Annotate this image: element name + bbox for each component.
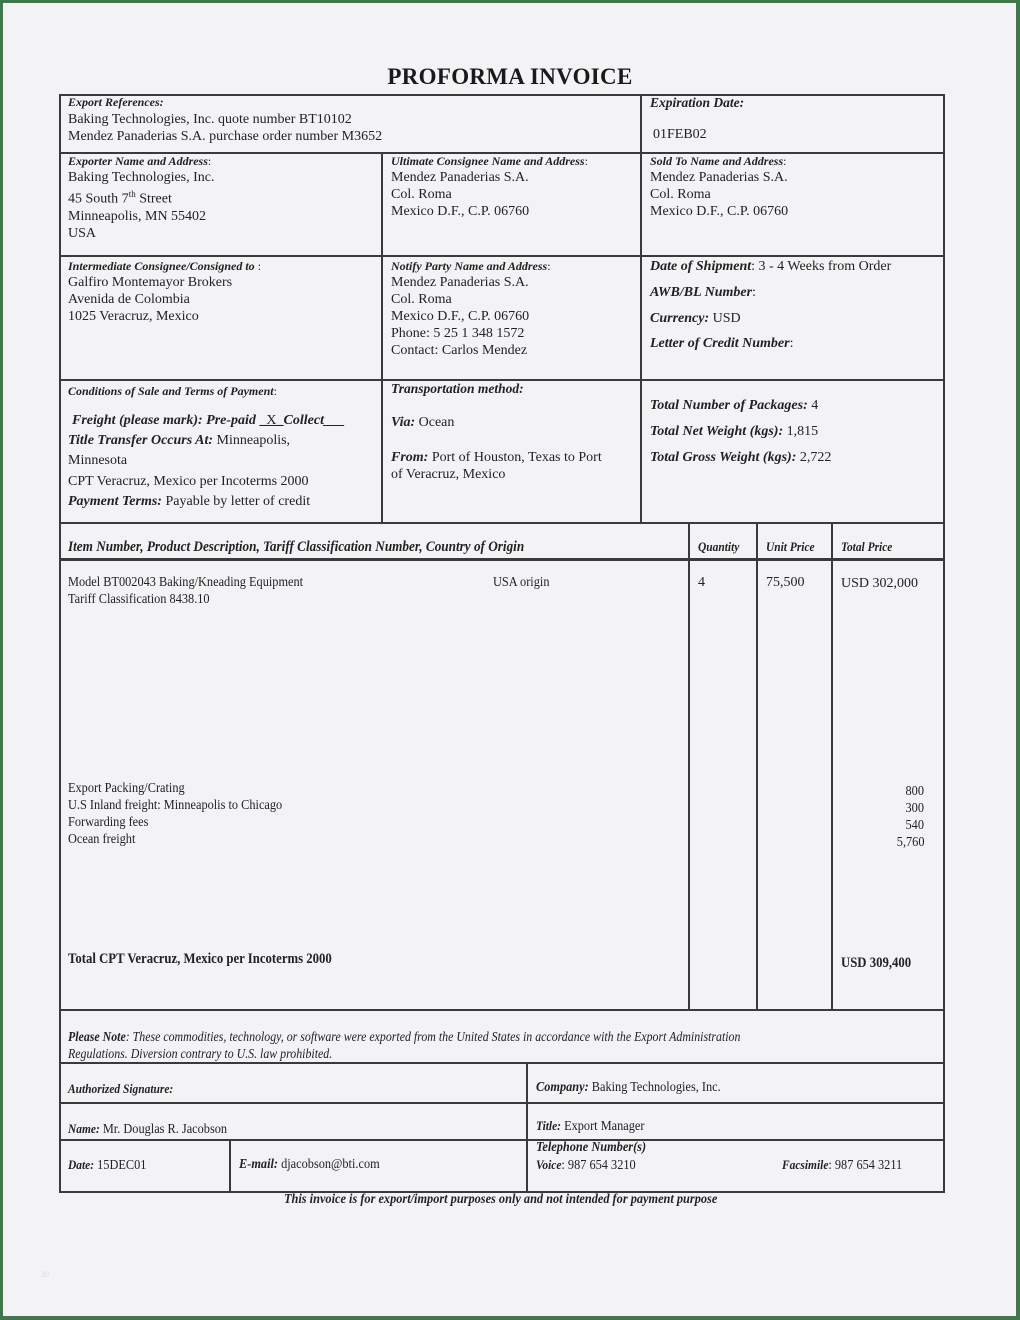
charge-amount: 300 — [905, 801, 924, 816]
intermediate-line: Galfiro Montemayor Brokers — [68, 275, 233, 290]
freight-line — [72, 413, 345, 429]
item-origin: USA origin — [493, 575, 550, 590]
grand-total-label: Total CPT Veracruz, Mexico per Incoterms 2000 — [68, 951, 332, 967]
awb-bl-label: AWB/BL Number — [650, 285, 753, 300]
conditions-section — [68, 384, 345, 510]
export-note — [68, 1028, 832, 1062]
date-field — [68, 1157, 146, 1174]
name-label: Name: — [68, 1121, 100, 1136]
title-field — [536, 1118, 644, 1135]
net-weight-value: 1,815 — [783, 424, 819, 439]
intermediate-consignee-label: Intermediate Consignee/Consigned to — [68, 259, 255, 273]
charge-amount: 800 — [905, 784, 924, 799]
column-header-quantity: Quantity — [698, 539, 740, 554]
sold-to-section — [650, 154, 788, 220]
label-colon: : — [547, 259, 551, 273]
charge-label: Forwarding fees — [68, 815, 149, 830]
sold-to-line: Col. Roma — [650, 187, 711, 202]
payment-terms-label: Payment Terms: — [68, 494, 162, 509]
notify-party-label: Notify Party Name and Address — [391, 259, 548, 273]
charge-amount: 5,760 — [896, 835, 924, 850]
notify-line: Mexico D.F., C.P. 06760 — [391, 309, 530, 324]
item-model: Model BT002043 Baking/Kneading Equipment — [68, 575, 304, 590]
sold-to-label: Sold To Name and Address — [650, 154, 784, 168]
item-unit-price: 75,500 — [766, 575, 805, 590]
name-field — [68, 1121, 227, 1138]
via-value: Ocean — [415, 415, 455, 430]
payment-terms-value: Payable by letter of credit — [161, 494, 311, 509]
email-label: E-mail: — [239, 1157, 279, 1172]
title-transfer-value: Minneapolis, — [213, 433, 291, 448]
label-colon: : — [584, 154, 588, 168]
company-value: Baking Technologies, Inc. — [588, 1080, 721, 1095]
item-tariff: Tariff Classification 8438.10 — [68, 592, 210, 607]
expiration-date-label: Expiration Date: — [650, 95, 745, 110]
transportation-label: Transportation method: — [391, 381, 524, 396]
charge-label: Export Packing/Crating — [68, 781, 185, 796]
title-transfer-label: Title Transfer Occurs At: — [68, 433, 214, 448]
label-colon: : — [273, 384, 277, 398]
grand-total-value: USD 309,400 — [841, 955, 912, 971]
telephone-label-text: Telephone Number(s) — [536, 1140, 647, 1155]
footer-disclaimer: This invoice is for export/import purposes only and not intended for payment purpose — [284, 1192, 718, 1207]
export-references-label: Export References: — [68, 95, 164, 109]
freight-collect: Collect___ — [283, 413, 345, 428]
gross-weight-label: Total Gross Weight (kgs): — [650, 450, 797, 465]
charge-label: U.S Inland freight: Minneapolis to Chicago — [68, 798, 283, 813]
from-label: From: — [391, 450, 429, 465]
ordinal-suffix: th — [128, 189, 136, 199]
item-quantity: 4 — [698, 575, 705, 590]
date-of-shipment-value: : 3 - 4 Weeks from Order — [751, 259, 892, 274]
notify-line: Col. Roma — [391, 292, 452, 307]
note-text: : These commodities, technology, or software were exported from the United States in accordance with the Export Administration — [125, 1029, 741, 1044]
title-transfer-value-cont: Minnesota — [68, 453, 128, 468]
gross-weight-value: 2,722 — [796, 450, 832, 465]
intermediate-consignee-section — [68, 259, 261, 325]
authorized-signature-label: Authorized Signature: — [68, 1081, 174, 1096]
charge-label: Ocean freight — [68, 832, 136, 847]
column-header-total-price: Total Price — [841, 539, 893, 554]
note-text-cont: Regulations. Diversion contrary to U.S. law prohibited. — [68, 1046, 333, 1061]
page-title: PROFORMA INVOICE — [387, 64, 633, 89]
transportation-section — [391, 381, 602, 483]
consignee-line: Mendez Panaderias S.A. — [391, 170, 529, 185]
packages-value: 4 — [807, 398, 819, 413]
packages-label: Total Number of Packages: — [650, 398, 808, 413]
item-total-price: USD 302,000 — [841, 576, 919, 591]
date-label: Date: — [68, 1157, 95, 1172]
conditions-label: Conditions of Sale and Terms of Payment — [68, 384, 274, 398]
exporter-line: USA — [68, 225, 97, 241]
telephone-label — [536, 1140, 646, 1156]
consignee-line: Col. Roma — [391, 187, 452, 202]
fax-value: : 987 654 3211 — [828, 1158, 903, 1173]
intermediate-line: 1025 Veracruz, Mexico — [68, 309, 199, 324]
label-colon: : — [207, 154, 212, 168]
intermediate-line: Avenida de Colombia — [68, 292, 190, 307]
from-value-cont: of Veracruz, Mexico — [391, 467, 506, 482]
freight-prepaid-mark: _X_ — [259, 413, 284, 428]
exporter-line: Baking Technologies, Inc. — [68, 170, 215, 185]
exporter-section — [68, 154, 215, 242]
page-number: 20 — [41, 1270, 49, 1279]
title-label: Title: — [536, 1118, 561, 1133]
letter-of-credit-label: Letter of Credit Number — [650, 336, 790, 351]
note-label: Please Note — [68, 1029, 126, 1044]
ultimate-consignee-section — [391, 154, 588, 220]
voice-value: : 987 654 3210 — [561, 1158, 636, 1173]
awb-bl-value: : — [752, 285, 756, 300]
export-references — [68, 95, 382, 145]
charge-amount: 540 — [905, 818, 924, 833]
net-weight-label: Total Net Weight (kgs): — [650, 424, 784, 439]
fax-field — [782, 1157, 902, 1174]
exporter-label: Exporter Name and Address — [68, 154, 208, 168]
date-value: 15DEC01 — [94, 1158, 147, 1173]
notify-phone: Phone: 5 25 1 348 1572 — [391, 326, 525, 341]
currency-label: Currency: — [650, 311, 710, 326]
via-label: Via: — [391, 415, 416, 430]
cpt-line: CPT Veracruz, Mexico per Incoterms 2000 — [68, 474, 309, 489]
column-header-description: Item Number, Product Description, Tariff Classification Number, Country of Origin — [68, 539, 525, 555]
consignee-line: Mexico D.F., C.P. 06760 — [391, 204, 530, 219]
export-reference-line: Mendez Panaderias S.A. purchase order number M3652 — [68, 129, 383, 144]
email-field — [239, 1157, 380, 1173]
expiration-date-value: 01FEB02 — [653, 127, 707, 142]
street-name: Street — [135, 191, 172, 207]
notify-contact: Contact: Carlos Mendez — [391, 343, 528, 358]
label-colon: : — [254, 259, 262, 273]
authorized-signature — [68, 1081, 173, 1097]
notify-line: Mendez Panaderias S.A. — [391, 275, 529, 290]
freight-label: Freight (please mark): Pre-paid — [72, 413, 260, 428]
street-number: 45 South 7 — [68, 191, 129, 207]
company-label: Company: — [536, 1080, 589, 1095]
notify-party-section — [391, 259, 551, 359]
exporter-street — [68, 186, 215, 208]
export-reference-line: Baking Technologies, Inc. quote number BT10102 — [68, 112, 352, 127]
from-value: Port of Houston, Texas to Port — [428, 450, 602, 465]
sold-to-line: Mendez Panaderias S.A. — [650, 170, 788, 185]
expiration-date — [650, 95, 744, 143]
sold-to-line: Mexico D.F., C.P. 06760 — [650, 204, 789, 219]
currency-value: USD — [709, 311, 741, 326]
ultimate-consignee-label: Ultimate Consignee Name and Address — [391, 154, 585, 168]
title-value: Export Manager — [560, 1119, 645, 1134]
voice-label: Voice — [536, 1157, 562, 1172]
totals-box — [650, 397, 831, 466]
date-of-shipment-label: Date of Shipment — [650, 259, 752, 274]
column-header-unit-price: Unit Price — [766, 539, 815, 554]
fax-label: Facsimile — [782, 1157, 829, 1172]
voice-field — [536, 1157, 636, 1174]
exporter-line: Minneapolis, MN 55402 — [68, 208, 207, 224]
label-colon: : — [783, 154, 787, 168]
company-field — [536, 1080, 721, 1096]
letter-of-credit-value: : — [789, 336, 794, 351]
email-value: djacobson@bti.com — [278, 1157, 380, 1172]
name-value: Mr. Douglas R. Jacobson — [99, 1122, 228, 1137]
shipment-section — [650, 258, 891, 352]
